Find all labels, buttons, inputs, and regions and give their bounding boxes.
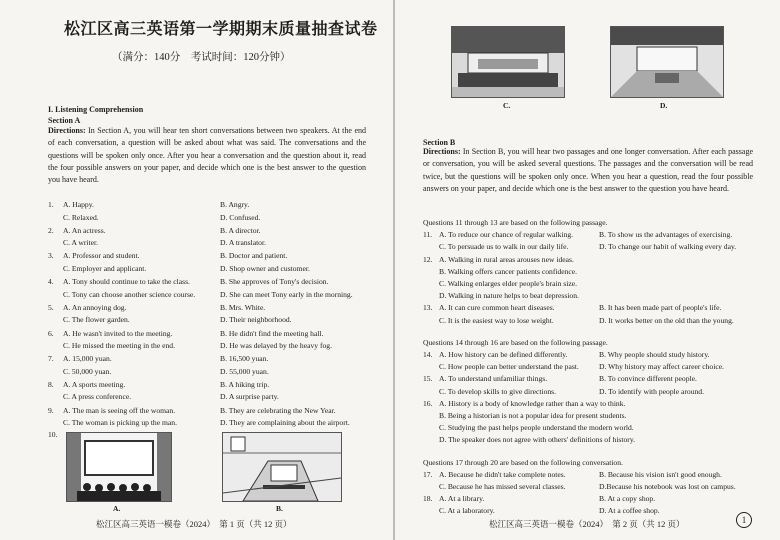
question-number: 4. (48, 277, 54, 287)
option-c: C. Studying the past helps people understand the modern world. (439, 423, 634, 433)
option-c: C. A press conference. (63, 392, 132, 402)
option-c: C. Because he has missed several classes. (439, 482, 566, 491)
option-d: D. The speaker does not agree with others' definitions of history. (439, 435, 636, 445)
option-d: D. He was delayed by the heavy fog. (220, 341, 332, 350)
option-b: B. Why people should study history. (599, 350, 710, 359)
option-b: B. Angry. (220, 200, 250, 209)
option-a: A. A sports meeting. (63, 379, 126, 389)
picture-label-d: D. (660, 101, 668, 110)
option-a: A. Tony should continue to take the class. (63, 277, 190, 287)
picture-label-c: C. (503, 101, 511, 110)
question-number: 18. (423, 494, 433, 504)
option-c: C. The flower garden. (63, 315, 130, 325)
option-c: C. Employer and applicant. (63, 263, 147, 273)
option-d: D. Confused. (220, 212, 261, 222)
question-number: 6. (48, 328, 54, 338)
option-d: D. To change our habit of walking every day. (599, 242, 737, 252)
stage-picture (451, 26, 565, 98)
option-d: D. She can meet Tony early in the morning. (220, 289, 353, 299)
option-b: B. It has been made part of people's life. (599, 303, 722, 313)
option-c: C. Walking enlarges elder people's brain size. (439, 279, 577, 288)
option-c: C. At a laboratory. (439, 506, 495, 516)
option-d: D. 55,000 yuan. (220, 366, 269, 376)
option-c: C. Tony can choose another science course. (63, 289, 196, 299)
option-b: B. Walking offers cancer patients confidence. (439, 266, 578, 276)
option-b: B. They are celebrating the New Year. (220, 405, 336, 415)
option-b: B. Mrs. White. (220, 302, 266, 312)
question-number: 14. (423, 350, 433, 359)
question-number: 3. (48, 251, 54, 261)
option-d: D. They are complaining about the airport. (220, 418, 350, 428)
option-a: A. To understand unfamiliar things. (439, 374, 548, 384)
option-d: D. A translator. (220, 238, 266, 248)
option-b: B. Because his vision isn't good enough. (599, 469, 722, 479)
option-c: C. To develop skills to give directions. (439, 386, 557, 396)
option-b: B. 16,500 yuan. (220, 354, 269, 364)
option-c: C. 50,000 yuan. (63, 366, 112, 376)
option-d: D. Shop owner and customer. (220, 263, 310, 273)
question-number: 8. (48, 379, 54, 389)
section-a-heading: Section A (48, 116, 81, 125)
question-number: 7. (48, 354, 54, 364)
classroom-picture (610, 26, 724, 98)
option-c: C. A writer. (63, 238, 99, 248)
option-a: A. Professor and student. (63, 251, 140, 261)
passage-intro: Questions 14 through 16 are based on the following passage. (423, 337, 608, 347)
option-a: A. 15,000 yuan. (63, 354, 112, 364)
option-a: A. At a library. (439, 494, 485, 504)
cinema-picture (66, 432, 172, 502)
option-d: D. It works better on the old than the young. (599, 315, 734, 325)
option-b: B. A director. (220, 225, 261, 235)
right-page (395, 0, 780, 540)
option-c: C. The woman is picking up the man. (63, 418, 177, 428)
section-b-heading: Section B (423, 138, 456, 147)
option-c: C. He missed the meeting in the end. (63, 341, 175, 350)
option-d: D. At a coffee shop. (599, 506, 660, 516)
page-footer-right: 松江区高三英语一模卷（2024） 第 2 页（共 12 页） (489, 519, 685, 529)
directions-b-label: Directions: (423, 147, 461, 156)
subway-picture (222, 432, 342, 502)
passage-intro: Questions 11 through 13 are based on the following passage. (423, 218, 608, 227)
option-b: B. A hiking trip. (220, 379, 270, 389)
option-d: D.Because his notebook was lost on campus. (599, 482, 736, 491)
question-number: 15. (423, 374, 433, 384)
question-number: 5. (48, 302, 54, 312)
question-number: 9. (48, 405, 54, 415)
option-b: B. Being a historian is not a popular idea for present students. (439, 411, 627, 420)
option-b: B. To convince different people. (599, 374, 697, 384)
option-a: A. An actress. (63, 225, 106, 235)
section-a-directions (48, 125, 366, 186)
question-number: 2. (48, 225, 54, 235)
option-d: D. To identify with people around. (599, 386, 704, 396)
option-d: D. Why history may affect career choice. (599, 362, 724, 372)
question-10-number: 10. (48, 430, 58, 439)
question-number: 1. (48, 200, 54, 209)
exam-subtitle: （满分：140分 考试时间：120分钟） (112, 52, 291, 63)
option-a: A. To reduce our chance of regular walking. (439, 230, 574, 240)
directions-text: In Section A, you will hear ten short conversations between two speakers. At the end of each conversation, a question will be asked about what was said. The conversations and the questions will be spoken only once. After you hear a conversation and the question about it, read the four possible answers on your paper, and decide which one is the best answer to the question you have heard. (48, 126, 366, 185)
page-footer-left: 松江区高三英语一模卷（2024） 第 1 页（共 12 页） (96, 519, 292, 529)
directions-label: Directions: (48, 126, 86, 135)
option-d: D. Their neighborhood. (220, 315, 292, 325)
option-a: A. Walking in rural areas arouses new ideas. (439, 254, 574, 264)
option-c: C. It is the easiest way to lose weight. (439, 315, 554, 325)
option-c: C. How people can better understand the past. (439, 362, 579, 372)
option-b: B. To show us the advantages of exercising. (599, 230, 733, 240)
option-a: A. The man is seeing off the woman. (63, 405, 176, 415)
option-a: A. Happy. (63, 200, 94, 209)
option-c: C. Relaxed. (63, 212, 99, 222)
option-d: D. A surprise party. (220, 392, 279, 402)
page-number-circle: 1 (736, 512, 752, 528)
option-d: D. Walking in nature helps to beat depression. (439, 291, 579, 301)
question-number: 12. (423, 254, 433, 264)
picture-label-b: B. (276, 504, 283, 513)
option-a: A. It can cure common heart diseases. (439, 303, 555, 313)
section-b-directions (423, 146, 753, 195)
option-a: A. History is a body of knowledge rather than a way to think. (439, 398, 626, 408)
option-b: B. At a copy shop. (599, 494, 656, 504)
option-a: A. He wasn't invited to the meeting. (63, 328, 173, 338)
option-b: B. He didn't find the meeting hall. (220, 328, 324, 338)
option-b: B. Doctor and patient. (220, 251, 288, 261)
option-b: B. She approves of Tony's decision. (220, 277, 329, 287)
passage-intro: Questions 17 through 20 are based on the following conversation. (423, 457, 623, 467)
directions-b-text: In Section B, you will hear two passages and one longer conversation. After each passage or conversation, you will be asked several questions. The passages and the conversation will be read twice, but the questions will be spoken only once. When you hear a question, read the four possible answers on your paper, and decide which one is the best answer to the question you have heard. (423, 147, 753, 193)
part-heading: I. Listening Comprehension (48, 105, 144, 114)
option-a: A. Because he didn't take complete notes. (439, 469, 566, 479)
option-c: C. To persuade us to walk in our daily life. (439, 242, 569, 252)
question-number: 13. (423, 303, 433, 313)
question-number: 17. (423, 469, 433, 479)
option-a: A. An annoying dog. (63, 302, 127, 312)
question-number: 16. (423, 398, 433, 408)
picture-label-a: A. (113, 504, 121, 513)
question-number: 11. (423, 230, 433, 240)
exam-title: 松江区高三英语第一学期期末质量抽查试卷 (64, 19, 378, 38)
option-a: A. How history can be defined differently. (439, 350, 568, 359)
